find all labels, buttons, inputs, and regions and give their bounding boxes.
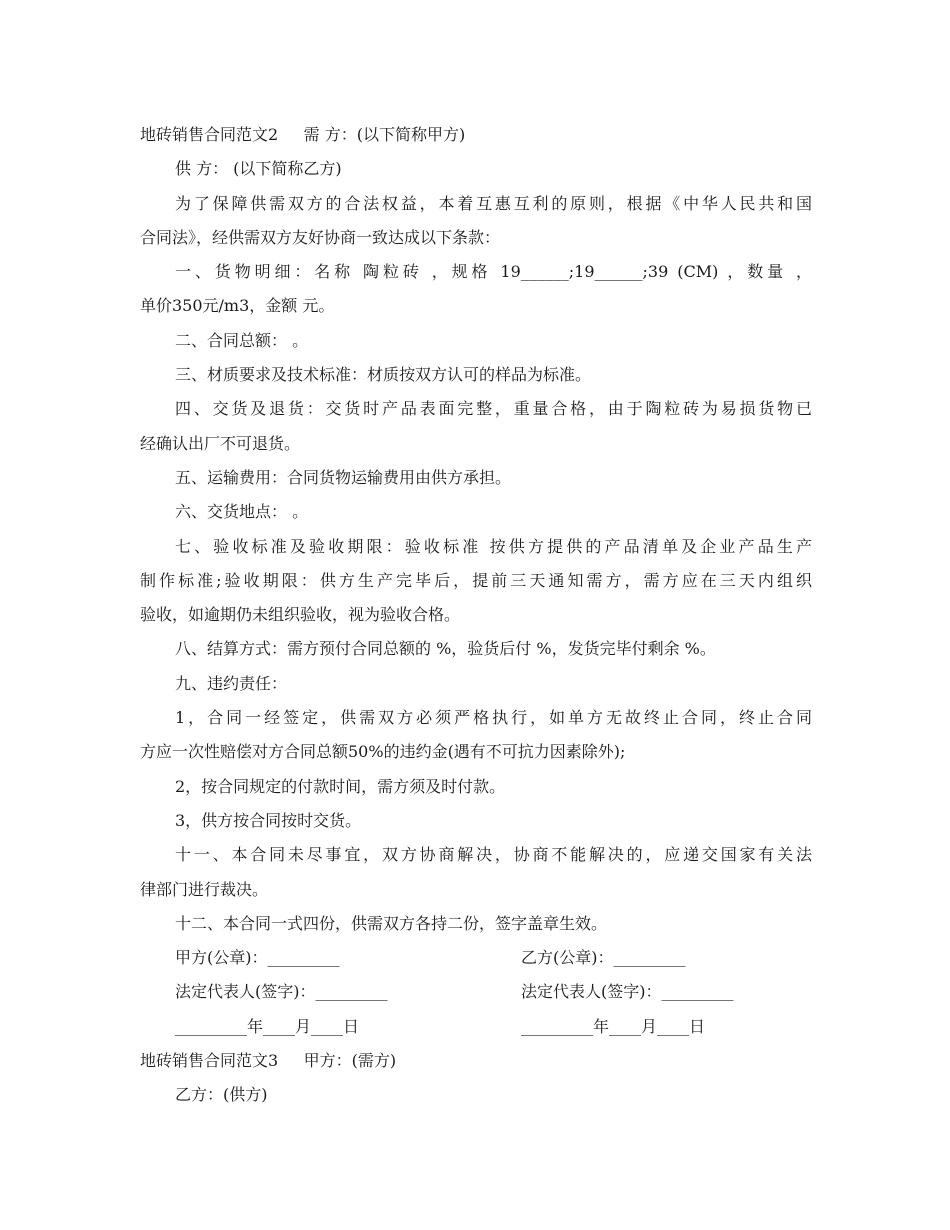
signature-row-seal <box>140 941 812 975</box>
party-b-date: _________年____月____日 <box>521 1016 706 1036</box>
signature-row-date <box>140 1010 812 1044</box>
breach-item-1: 1，合同一经签定，供需双方必须严格执行，如单方无故终止合同，终止合同 <box>175 708 812 728</box>
paragraph-line: 单价350元/m3，金额 元。 <box>140 296 335 316</box>
clause-breach-heading: 九、违约责任： <box>175 673 288 693</box>
heading-contract-3: 地砖销售合同范文3 甲方：(需方) <box>140 1051 397 1071</box>
heading-contract-2: 地砖销售合同范文2 需 方：(以下简称甲方) <box>140 125 466 144</box>
paragraph-line: 经确认出厂不可退货。 <box>140 433 301 453</box>
paragraph-line: 方应一次性赔偿对方合同总额50%的违约金(遇有不可抗力因素除外); <box>140 742 626 762</box>
paragraph-line: 律部门进行裁决。 <box>140 879 269 899</box>
paragraph-line: 乙方：(供方) <box>175 1085 268 1105</box>
clause-copies: 十二、本合同一式四份，供需双方各持二份，签字盖章生效。 <box>175 913 608 933</box>
clause-delivery-location: 六、交货地点： 。 <box>175 502 309 522</box>
paragraph-line: 合同法》，经供需双方友好协商一致达成以下条款： <box>140 227 501 247</box>
clause-goods-detail: 一、货物明细：名称 陶粒砖 ，规格 19______;19______;39 (CM) ，数量 ， <box>175 262 812 282</box>
paragraph-line: 制作标准;验收期限：供方生产完毕后，提前三天通知需方，需方应在三天内组织 <box>140 570 812 590</box>
document-body <box>140 118 812 1113</box>
party-b-representative: 法定代表人(签字)：_________ <box>521 982 734 1002</box>
clause-settlement: 八、结算方式：需方预付合同总额的 %，验货后付 %，发货完毕付剩余 %。 <box>175 639 716 659</box>
paragraph-line: 验收，如逾期仍未组织验收，视为验收合格。 <box>140 605 461 625</box>
breach-item-3: 3，供方按合同按时交货。 <box>175 810 362 830</box>
breach-item-2: 2，按合同规定的付款时间，需方须及时付款。 <box>175 776 506 796</box>
paragraph-line: 为了保障供需双方的合法权益，本着互惠互利的原则，根据《中华人民共和国 <box>175 193 812 213</box>
signature-row-representative <box>140 975 812 1009</box>
clause-material-standard: 三、材质要求及技术标准：材质按双方认可的样品为标准。 <box>175 365 592 385</box>
clause-transport-cost: 五、运输费用：合同货物运输费用由供方承担。 <box>175 467 512 487</box>
paragraph-line: 供 方： (以下简称乙方) <box>175 159 342 179</box>
clause-acceptance: 七、验收标准及验收期限：验收标准 按供方提供的产品清单及企业产品生产 <box>175 536 812 556</box>
clause-unresolved-matters: 十一、本合同未尽事宜，双方协商解决，协商不能解决的，应递交国家有关法 <box>175 845 812 865</box>
party-a-representative: 法定代表人(签字)：_________ <box>175 982 388 1002</box>
clause-total-amount: 二、合同总额： 。 <box>175 330 309 350</box>
party-b-seal: 乙方(公章)：_________ <box>521 948 686 968</box>
clause-delivery-return: 四、交货及退货：交货时产品表面完整，重量合格，由于陶粒砖为易损货物已 <box>175 399 812 419</box>
party-a-seal: 甲方(公章)：_________ <box>175 948 340 968</box>
party-a-date: _________年____月____日 <box>175 1016 360 1036</box>
